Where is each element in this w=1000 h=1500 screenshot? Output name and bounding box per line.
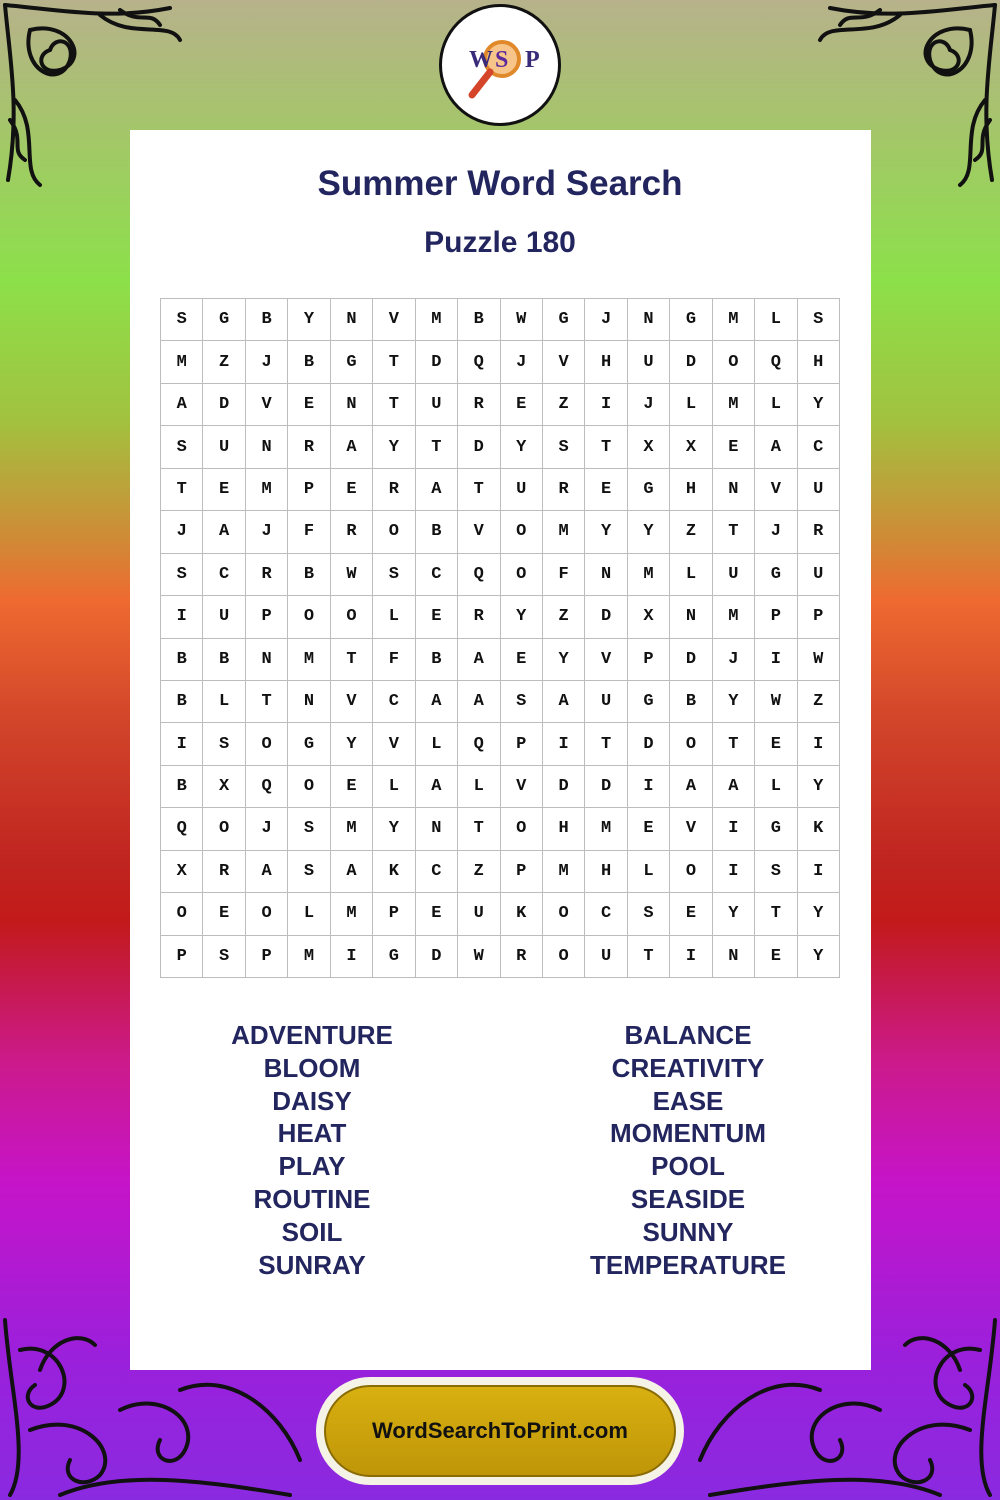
grid-cell[interactable]: C bbox=[798, 426, 840, 468]
grid-cell[interactable]: H bbox=[798, 341, 840, 383]
grid-cell[interactable]: P bbox=[755, 596, 797, 638]
grid-cell[interactable]: B bbox=[161, 766, 203, 808]
grid-cell[interactable]: N bbox=[288, 681, 330, 723]
grid-cell[interactable]: N bbox=[713, 936, 755, 978]
grid-cell[interactable]: A bbox=[331, 851, 373, 893]
magnifier-icon bbox=[450, 15, 550, 115]
grid-cell[interactable]: T bbox=[585, 723, 627, 765]
grid-cell[interactable]: O bbox=[501, 808, 543, 850]
grid-cell[interactable]: E bbox=[203, 893, 245, 935]
grid-cell[interactable]: T bbox=[246, 681, 288, 723]
grid-cell[interactable]: I bbox=[331, 936, 373, 978]
grid-cell[interactable]: S bbox=[203, 723, 245, 765]
grid-cell[interactable]: S bbox=[161, 554, 203, 596]
grid-cell[interactable]: J bbox=[246, 808, 288, 850]
grid-cell[interactable]: O bbox=[331, 596, 373, 638]
grid-cell[interactable]: T bbox=[458, 469, 500, 511]
grid-cell[interactable]: R bbox=[501, 936, 543, 978]
grid-cell[interactable]: Z bbox=[458, 851, 500, 893]
grid-cell[interactable]: Z bbox=[203, 341, 245, 383]
grid-cell[interactable]: E bbox=[416, 596, 458, 638]
grid-cell[interactable]: M bbox=[288, 936, 330, 978]
word-list-item: MOMENTUM bbox=[610, 1118, 766, 1149]
grid-cell[interactable]: Z bbox=[798, 681, 840, 723]
grid-cell[interactable]: J bbox=[755, 511, 797, 553]
grid-cell[interactable]: U bbox=[203, 596, 245, 638]
grid-cell[interactable]: E bbox=[501, 384, 543, 426]
word-list-item: SOIL bbox=[281, 1216, 343, 1247]
grid-cell[interactable]: I bbox=[543, 723, 585, 765]
grid-cell[interactable]: A bbox=[203, 511, 245, 553]
grid-cell[interactable]: M bbox=[161, 341, 203, 383]
grid-cell[interactable]: M bbox=[713, 596, 755, 638]
grid-cell[interactable]: L bbox=[203, 681, 245, 723]
grid-cell[interactable]: U bbox=[798, 554, 840, 596]
grid-cell[interactable]: Y bbox=[713, 893, 755, 935]
grid-cell[interactable]: O bbox=[203, 808, 245, 850]
grid-cell[interactable]: O bbox=[288, 596, 330, 638]
grid-cell[interactable]: S bbox=[755, 851, 797, 893]
grid-cell[interactable]: T bbox=[331, 639, 373, 681]
grid-cell[interactable]: Q bbox=[458, 723, 500, 765]
grid-cell[interactable]: Q bbox=[458, 554, 500, 596]
grid-cell[interactable]: P bbox=[288, 469, 330, 511]
grid-cell[interactable]: D bbox=[458, 426, 500, 468]
grid-cell[interactable]: R bbox=[246, 554, 288, 596]
grid-cell[interactable]: R bbox=[458, 596, 500, 638]
grid-cell[interactable]: O bbox=[670, 723, 712, 765]
grid-cell[interactable]: Y bbox=[501, 426, 543, 468]
grid-cell[interactable]: I bbox=[161, 596, 203, 638]
site-logo bbox=[439, 4, 561, 126]
grid-cell[interactable]: A bbox=[416, 681, 458, 723]
grid-cell[interactable]: B bbox=[161, 681, 203, 723]
grid-cell[interactable]: P bbox=[501, 851, 543, 893]
grid-cell[interactable]: O bbox=[246, 893, 288, 935]
grid-cell[interactable]: E bbox=[628, 808, 670, 850]
grid-cell[interactable]: Y bbox=[501, 596, 543, 638]
grid-cell[interactable]: R bbox=[331, 511, 373, 553]
grid-cell[interactable]: D bbox=[628, 723, 670, 765]
grid-cell[interactable]: P bbox=[246, 596, 288, 638]
grid-cell[interactable]: D bbox=[585, 766, 627, 808]
grid-cell[interactable]: G bbox=[628, 681, 670, 723]
grid-cell[interactable]: G bbox=[628, 469, 670, 511]
grid-cell[interactable]: Q bbox=[246, 766, 288, 808]
grid-cell[interactable]: E bbox=[331, 766, 373, 808]
grid-cell[interactable]: I bbox=[713, 808, 755, 850]
grid-cell[interactable]: U bbox=[458, 893, 500, 935]
grid-cell[interactable]: V bbox=[331, 681, 373, 723]
grid-cell[interactable]: V bbox=[373, 299, 415, 341]
grid-cell[interactable]: W bbox=[331, 554, 373, 596]
grid-cell[interactable]: Y bbox=[713, 681, 755, 723]
grid-cell[interactable]: C bbox=[203, 554, 245, 596]
grid-cell[interactable]: D bbox=[670, 639, 712, 681]
grid-cell[interactable]: J bbox=[713, 639, 755, 681]
grid-cell[interactable]: M bbox=[331, 893, 373, 935]
grid-cell[interactable]: S bbox=[628, 893, 670, 935]
grid-cell[interactable]: J bbox=[585, 299, 627, 341]
grid-cell[interactable]: B bbox=[288, 341, 330, 383]
word-list-item: SEASIDE bbox=[630, 1183, 746, 1214]
grid-cell[interactable]: E bbox=[755, 723, 797, 765]
grid-cell[interactable]: O bbox=[713, 341, 755, 383]
grid-cell[interactable]: A bbox=[331, 426, 373, 468]
grid-cell[interactable]: N bbox=[331, 384, 373, 426]
grid-cell[interactable]: B bbox=[161, 639, 203, 681]
grid-cell[interactable]: B bbox=[246, 299, 288, 341]
grid-cell[interactable]: S bbox=[798, 299, 840, 341]
grid-cell[interactable]: T bbox=[416, 426, 458, 468]
grid-cell[interactable]: G bbox=[288, 723, 330, 765]
grid-cell[interactable]: R bbox=[288, 426, 330, 468]
word-list-item: TEMPERATURE bbox=[590, 1249, 786, 1280]
grid-cell[interactable]: L bbox=[373, 596, 415, 638]
grid-cell[interactable]: T bbox=[373, 384, 415, 426]
grid-cell[interactable]: F bbox=[373, 639, 415, 681]
grid-cell[interactable]: E bbox=[713, 426, 755, 468]
grid-cell[interactable]: Y bbox=[373, 808, 415, 850]
grid-cell[interactable]: V bbox=[670, 808, 712, 850]
word-list-left bbox=[152, 1019, 472, 1281]
grid-cell[interactable]: O bbox=[501, 554, 543, 596]
grid-cell[interactable]: M bbox=[331, 808, 373, 850]
grid-cell[interactable]: X bbox=[628, 596, 670, 638]
grid-cell[interactable]: Y bbox=[288, 299, 330, 341]
grid-cell[interactable]: N bbox=[585, 554, 627, 596]
grid-cell[interactable]: I bbox=[713, 851, 755, 893]
grid-cell[interactable]: E bbox=[288, 384, 330, 426]
grid-cell[interactable]: G bbox=[331, 341, 373, 383]
grid-cell[interactable]: T bbox=[585, 426, 627, 468]
grid-cell[interactable]: M bbox=[288, 639, 330, 681]
grid-cell[interactable]: Y bbox=[585, 511, 627, 553]
grid-cell[interactable]: U bbox=[585, 681, 627, 723]
grid-cell[interactable]: M bbox=[713, 299, 755, 341]
grid-cell[interactable]: Y bbox=[798, 384, 840, 426]
grid-cell[interactable]: Y bbox=[373, 426, 415, 468]
grid-cell[interactable]: U bbox=[203, 426, 245, 468]
grid-cell[interactable]: O bbox=[543, 936, 585, 978]
grid-cell[interactable]: A bbox=[416, 766, 458, 808]
word-list-item: EASE bbox=[652, 1085, 724, 1116]
grid-cell[interactable]: R bbox=[203, 851, 245, 893]
grid-cell[interactable]: Y bbox=[543, 639, 585, 681]
grid-cell[interactable]: J bbox=[246, 341, 288, 383]
grid-cell[interactable]: S bbox=[288, 808, 330, 850]
website-link[interactable]: WordSearchToPrint.com bbox=[324, 1385, 676, 1477]
grid-cell[interactable]: A bbox=[161, 384, 203, 426]
grid-cell[interactable]: I bbox=[798, 851, 840, 893]
grid-cell[interactable]: W bbox=[755, 681, 797, 723]
grid-cell[interactable]: P bbox=[628, 639, 670, 681]
grid-cell[interactable]: M bbox=[713, 384, 755, 426]
page-title: Summer Word Search bbox=[317, 164, 683, 203]
grid-cell[interactable]: D bbox=[585, 596, 627, 638]
grid-cell[interactable]: W bbox=[798, 639, 840, 681]
grid-cell[interactable]: V bbox=[458, 511, 500, 553]
grid-cell[interactable]: K bbox=[373, 851, 415, 893]
grid-cell[interactable]: E bbox=[755, 936, 797, 978]
grid-cell[interactable]: G bbox=[670, 299, 712, 341]
grid-cell[interactable]: I bbox=[670, 936, 712, 978]
grid-cell[interactable]: B bbox=[670, 681, 712, 723]
grid-cell[interactable]: J bbox=[628, 384, 670, 426]
grid-cell[interactable]: O bbox=[373, 511, 415, 553]
grid-cell[interactable]: S bbox=[288, 851, 330, 893]
grid-cell[interactable]: R bbox=[458, 384, 500, 426]
grid-cell[interactable]: S bbox=[543, 426, 585, 468]
grid-cell[interactable]: V bbox=[543, 341, 585, 383]
grid-cell[interactable]: O bbox=[246, 723, 288, 765]
word-list-item: BLOOM bbox=[263, 1052, 361, 1083]
grid-cell[interactable]: W bbox=[501, 299, 543, 341]
grid-cell[interactable]: B bbox=[416, 511, 458, 553]
grid-cell[interactable]: E bbox=[585, 469, 627, 511]
grid-cell[interactable]: X bbox=[670, 426, 712, 468]
grid-cell[interactable]: A bbox=[416, 469, 458, 511]
grid-cell[interactable]: G bbox=[373, 936, 415, 978]
grid-cell[interactable]: C bbox=[416, 554, 458, 596]
grid-cell[interactable]: P bbox=[246, 936, 288, 978]
logo-letter-w: W bbox=[469, 47, 493, 73]
grid-cell[interactable]: U bbox=[713, 554, 755, 596]
word-list-item: SUNNY bbox=[642, 1216, 734, 1247]
grid-cell[interactable]: Q bbox=[755, 341, 797, 383]
grid-cell[interactable]: S bbox=[161, 299, 203, 341]
grid-cell[interactable]: I bbox=[161, 723, 203, 765]
grid-cell[interactable]: L bbox=[755, 299, 797, 341]
grid-cell[interactable]: N bbox=[628, 299, 670, 341]
grid-cell[interactable]: J bbox=[501, 341, 543, 383]
grid-cell[interactable]: T bbox=[713, 723, 755, 765]
grid-cell[interactable]: I bbox=[755, 639, 797, 681]
grid-cell[interactable]: U bbox=[798, 469, 840, 511]
grid-cell[interactable]: M bbox=[543, 851, 585, 893]
grid-cell[interactable]: I bbox=[628, 766, 670, 808]
grid-cell[interactable]: L bbox=[458, 766, 500, 808]
grid-cell[interactable]: Y bbox=[798, 766, 840, 808]
word-list-item: SUNRAY bbox=[258, 1249, 366, 1280]
grid-cell[interactable]: D bbox=[543, 766, 585, 808]
grid-cell[interactable]: C bbox=[373, 681, 415, 723]
grid-cell[interactable]: O bbox=[543, 893, 585, 935]
grid-cell[interactable]: T bbox=[713, 511, 755, 553]
grid-cell[interactable]: S bbox=[501, 681, 543, 723]
word-list-item: BALANCE bbox=[624, 1020, 752, 1050]
word-list-item: PLAY bbox=[278, 1151, 346, 1182]
grid-cell[interactable]: E bbox=[670, 893, 712, 935]
grid-cell[interactable]: G bbox=[543, 299, 585, 341]
grid-cell[interactable]: M bbox=[543, 511, 585, 553]
grid-cell[interactable]: N bbox=[670, 596, 712, 638]
grid-cell[interactable]: A bbox=[246, 851, 288, 893]
grid-cell[interactable]: D bbox=[416, 341, 458, 383]
grid-cell[interactable]: Q bbox=[161, 808, 203, 850]
grid-cell[interactable]: H bbox=[585, 341, 627, 383]
grid-cell[interactable]: V bbox=[585, 639, 627, 681]
grid-cell[interactable]: M bbox=[628, 554, 670, 596]
grid-cell[interactable]: O bbox=[501, 511, 543, 553]
word-list-item: HEAT bbox=[277, 1118, 347, 1149]
grid-cell[interactable]: S bbox=[161, 426, 203, 468]
grid-cell[interactable]: V bbox=[755, 469, 797, 511]
grid-cell[interactable]: M bbox=[585, 808, 627, 850]
grid-cell[interactable]: T bbox=[373, 341, 415, 383]
grid-cell[interactable]: D bbox=[416, 936, 458, 978]
grid-cell[interactable]: B bbox=[416, 639, 458, 681]
grid-cell[interactable]: M bbox=[246, 469, 288, 511]
grid-cell[interactable]: L bbox=[670, 384, 712, 426]
word-list-item: ADVENTURE bbox=[231, 1020, 393, 1050]
grid-cell[interactable]: F bbox=[288, 511, 330, 553]
grid-cell[interactable]: Z bbox=[543, 596, 585, 638]
grid-cell[interactable]: R bbox=[373, 469, 415, 511]
grid-cell[interactable]: B bbox=[458, 299, 500, 341]
word-list-item: POOL bbox=[651, 1151, 725, 1182]
grid-cell[interactable]: O bbox=[288, 766, 330, 808]
grid-cell[interactable]: U bbox=[416, 384, 458, 426]
grid-cell[interactable]: N bbox=[713, 469, 755, 511]
grid-cell[interactable]: I bbox=[798, 723, 840, 765]
grid-cell[interactable]: Y bbox=[798, 893, 840, 935]
grid-cell[interactable]: J bbox=[246, 511, 288, 553]
grid-cell[interactable]: X bbox=[161, 851, 203, 893]
logo-letter-p: P bbox=[525, 47, 540, 73]
grid-cell[interactable]: L bbox=[755, 766, 797, 808]
grid-cell[interactable]: Y bbox=[798, 936, 840, 978]
word-list-item: CREATIVITY bbox=[611, 1052, 765, 1083]
grid-cell[interactable]: L bbox=[670, 554, 712, 596]
grid-cell[interactable]: O bbox=[161, 893, 203, 935]
grid-cell[interactable]: S bbox=[203, 936, 245, 978]
grid-cell[interactable]: V bbox=[246, 384, 288, 426]
grid-cell[interactable]: P bbox=[373, 893, 415, 935]
grid-cell[interactable]: A bbox=[543, 681, 585, 723]
logo-letter-s: S bbox=[495, 47, 509, 73]
grid-cell[interactable]: T bbox=[458, 808, 500, 850]
grid-cell[interactable]: A bbox=[755, 426, 797, 468]
grid-cell[interactable]: H bbox=[585, 851, 627, 893]
grid-cell[interactable]: X bbox=[628, 426, 670, 468]
grid-cell[interactable]: L bbox=[373, 766, 415, 808]
grid-cell[interactable]: U bbox=[585, 936, 627, 978]
grid-cell[interactable]: C bbox=[416, 851, 458, 893]
website-button[interactable] bbox=[316, 1377, 684, 1485]
grid-cell[interactable]: B bbox=[288, 554, 330, 596]
grid-cell[interactable]: D bbox=[203, 384, 245, 426]
grid-cell[interactable]: Z bbox=[670, 511, 712, 553]
word-list-right bbox=[528, 1019, 848, 1281]
grid-cell[interactable]: G bbox=[203, 299, 245, 341]
letter-grid bbox=[160, 298, 840, 978]
grid-cell[interactable]: U bbox=[501, 469, 543, 511]
grid-cell[interactable]: F bbox=[543, 554, 585, 596]
grid-cell[interactable]: L bbox=[755, 384, 797, 426]
grid-cell[interactable]: O bbox=[670, 851, 712, 893]
puzzle-number: Puzzle 180 bbox=[424, 226, 576, 259]
grid-cell[interactable]: N bbox=[331, 299, 373, 341]
grid-cell[interactable]: E bbox=[416, 893, 458, 935]
grid-cell[interactable]: Z bbox=[543, 384, 585, 426]
grid-cell[interactable]: G bbox=[755, 808, 797, 850]
grid-cell[interactable]: C bbox=[585, 893, 627, 935]
grid-cell[interactable]: T bbox=[161, 469, 203, 511]
grid-cell[interactable]: A bbox=[670, 766, 712, 808]
grid-cell[interactable]: K bbox=[501, 893, 543, 935]
grid-cell[interactable]: V bbox=[501, 766, 543, 808]
grid-cell[interactable]: W bbox=[458, 936, 500, 978]
grid-cell[interactable]: D bbox=[670, 341, 712, 383]
grid-cell[interactable]: A bbox=[458, 639, 500, 681]
grid-cell[interactable]: X bbox=[203, 766, 245, 808]
grid-cell[interactable]: R bbox=[798, 511, 840, 553]
word-list-item: ROUTINE bbox=[253, 1183, 371, 1214]
grid-cell[interactable]: L bbox=[288, 893, 330, 935]
grid-cell[interactable]: N bbox=[416, 808, 458, 850]
word-list-item: DAISY bbox=[272, 1085, 352, 1116]
grid-cell[interactable]: E bbox=[203, 469, 245, 511]
grid-cell[interactable]: A bbox=[713, 766, 755, 808]
grid-cell[interactable]: H bbox=[543, 808, 585, 850]
grid-cell[interactable]: Y bbox=[331, 723, 373, 765]
grid-cell[interactable]: T bbox=[755, 893, 797, 935]
grid-cell[interactable]: R bbox=[543, 469, 585, 511]
grid-cell[interactable]: B bbox=[203, 639, 245, 681]
grid-cell[interactable]: T bbox=[628, 936, 670, 978]
grid-cell[interactable]: S bbox=[373, 554, 415, 596]
grid-cell[interactable]: E bbox=[331, 469, 373, 511]
grid-cell[interactable]: E bbox=[501, 639, 543, 681]
grid-cell[interactable]: L bbox=[628, 851, 670, 893]
grid-cell[interactable]: P bbox=[161, 936, 203, 978]
grid-cell[interactable]: A bbox=[458, 681, 500, 723]
grid-cell[interactable]: U bbox=[628, 341, 670, 383]
grid-cell[interactable]: L bbox=[416, 723, 458, 765]
grid-cell[interactable]: Q bbox=[458, 341, 500, 383]
grid-cell[interactable]: V bbox=[373, 723, 415, 765]
grid-cell[interactable]: H bbox=[670, 469, 712, 511]
grid-cell[interactable]: I bbox=[585, 384, 627, 426]
grid-cell[interactable]: K bbox=[798, 808, 840, 850]
grid-cell[interactable]: N bbox=[246, 639, 288, 681]
grid-cell[interactable]: J bbox=[161, 511, 203, 553]
grid-cell[interactable]: P bbox=[798, 596, 840, 638]
grid-cell[interactable]: P bbox=[501, 723, 543, 765]
grid-cell[interactable]: M bbox=[416, 299, 458, 341]
grid-cell[interactable]: Y bbox=[628, 511, 670, 553]
grid-cell[interactable]: G bbox=[755, 554, 797, 596]
grid-cell[interactable]: N bbox=[246, 426, 288, 468]
